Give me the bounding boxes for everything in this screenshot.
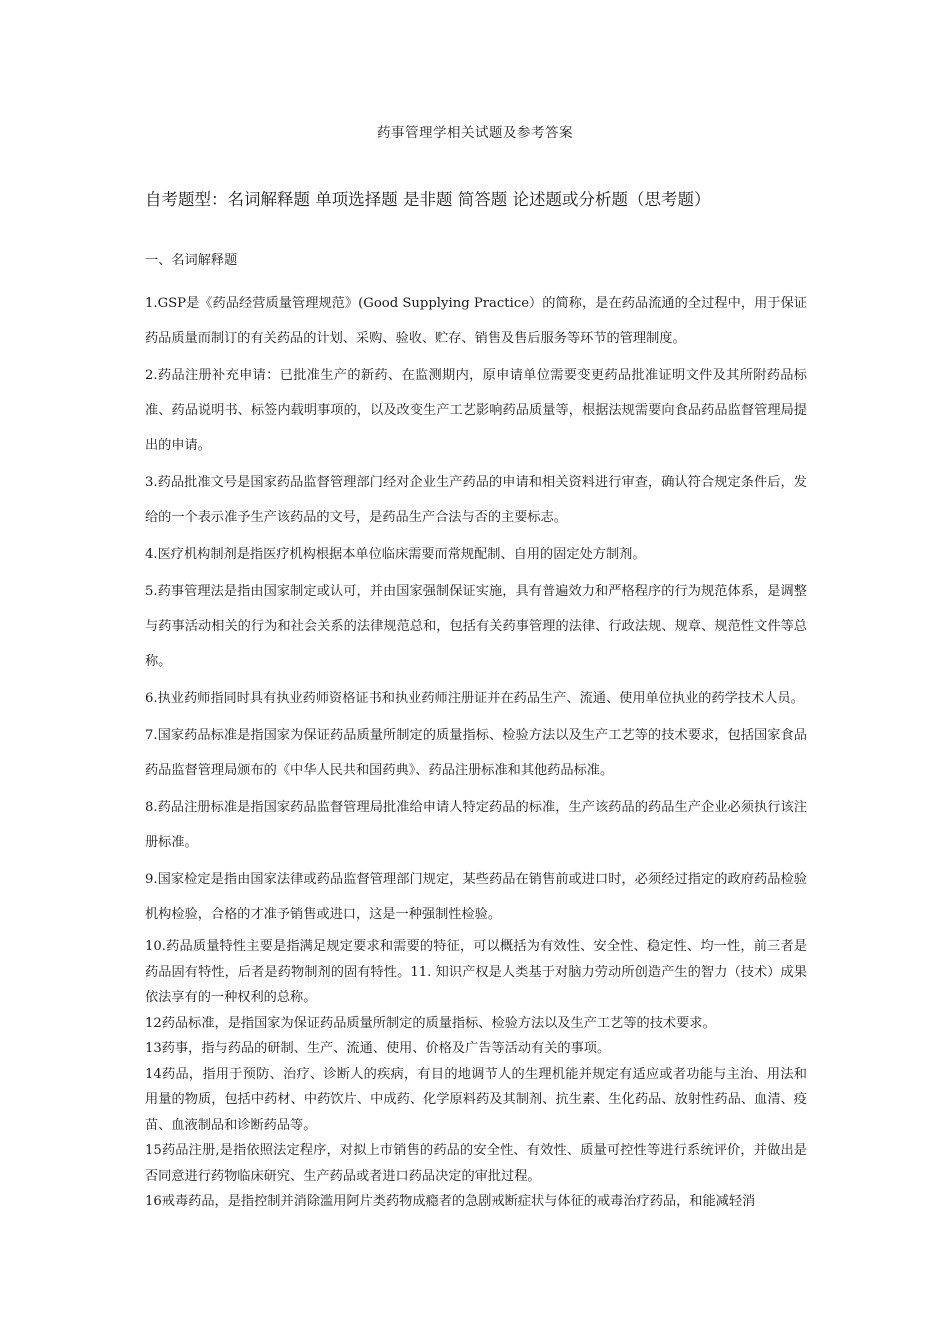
term-paragraph-3: 3.药品批准文号是国家药品监督管理部门经对企业生产药品的申请和相关资料进行审查，确认符合规定条件后，发给的一个表示准予生产该药品的文号，是药品生产合法与否的主要标志。 bbox=[145, 475, 807, 525]
term-paragraph-5: 5.药事管理法是指由国家制定或认可，并由国家强制保证实施，具有普遍效力和严格程序的行为规范体系，是调整与药事活动相关的行为和社会关系的法律规范总和，包括有关药事管理的法律、行政法规、规章、规范性文件等总称。 bbox=[145, 584, 807, 669]
term-paragraph-14: 14药品，指用于预防、治疗、诊断人的疾病，有目的地调节人的生理机能并规定有适应或者功能与主治、用法和用量的物质，包括中药材、中药饮片、中成药、化学原料药及其制剂、抗生素、生化药品、放射性药品、血清、疫苗、血液制品和诊断药品等。 bbox=[145, 1066, 807, 1133]
document-body bbox=[145, 250, 807, 1215]
document-title: 药事管理学相关试题及参考答案 bbox=[377, 125, 573, 141]
section-heading: 一、名词解释题 bbox=[145, 253, 238, 268]
term-paragraph-4: 4.医疗机构制剂是指医疗机构根据本单位临床需要而常规配制、自用的固定处方制剂。 bbox=[145, 547, 646, 562]
term-paragraph-10: 10.药品质量特性主要是指满足规定要求和需要的特征，可以概括为有效性、安全性、稳定性、均一性，前三者是药品固有特性，后者是药物制剂的固有特性。11. 知识产权是人类基于对脑力劳动所创造产生的智力（技术）成果依法享有的一种权利的总称。 bbox=[145, 939, 807, 1005]
term-paragraph-2: 2.药品注册补充申请：已批准生产的新药、在监测期内，原申请单位需要变更药品批准证明文件及其所附药品标准、药品说明书、标签内载明事项的，以及改变生产工艺影响药品质量等，根据法规需要向食品药品监督管理局提出的申请。 bbox=[145, 368, 807, 453]
term-paragraph-16: 16戒毒药品，是指控制并消除滥用阿片类药物成瘾者的急剧戒断症状与体征的戒毒治疗药品，和能减轻消 bbox=[145, 1194, 756, 1209]
term-paragraph-1: 1.GSP是《药品经营质量管理规范》(Good Supplying Practice）的简称，是在药品流通的全过程中，用于保证药品质量而制订的有关药品的计划、采购、验收、贮存、销售及售后服务等环节的管理制度。 bbox=[145, 296, 807, 346]
term-paragraph-7: 7.国家药品标准是指国家为保证药品质量所制定的质量指标、检验方法以及生产工艺等的技术要求，包括国家食品药品监督管理局颁布的《中华人民共和国药典》、药品注册标准和其他药品标准。 bbox=[145, 728, 807, 778]
term-paragraph-6: 6.执业药师指同时具有执业药师资格证书和执业药师注册证并在药品生产、流通、使用单位执业的药学技术人员。 bbox=[145, 691, 804, 706]
term-paragraph-13: 13药事，指与药品的研制、生产、流通、使用、价格及广告等活动有关的事项。 bbox=[145, 1041, 611, 1056]
term-paragraph-15: 15药品注册,是指依照法定程序，对拟上市销售的药品的安全性、有效性、质量可控性等进行系统评价，并做出是否同意进行药物临床研究、生产药品或者进口药品决定的审批过程。 bbox=[145, 1143, 807, 1184]
term-paragraph-12: 12药品标准，是指国家为保证药品质量所制定的质量指标、检验方法以及生产工艺等的技术要求。 bbox=[145, 1015, 716, 1031]
term-paragraph-8: 8.药品注册标准是指国家药品监督管理局批准给申请人特定药品的标准，生产该药品的药品生产企业必须执行该注册标准。 bbox=[145, 800, 807, 850]
exam-types-line: 自考题型：名词解释题 单项选择题 是非题 简答题 论述题或分析题（思考题） bbox=[145, 190, 711, 209]
term-paragraph-9: 9.国家检定是指由国家法律或药品监督管理部门规定，某些药品在销售前或进口时，必须经过指定的政府药品检验机构检验，合格的才准予销售或进口，这是一种强制性检验。 bbox=[145, 872, 807, 922]
